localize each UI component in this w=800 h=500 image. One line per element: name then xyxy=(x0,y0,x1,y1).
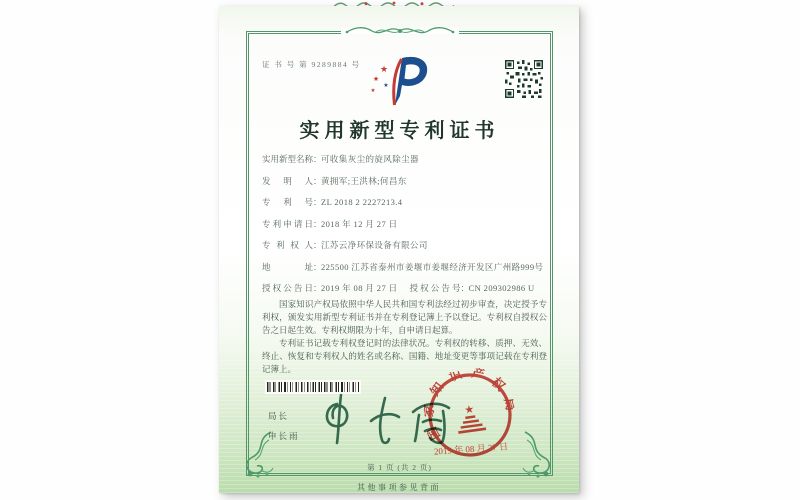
national-emblem xyxy=(455,402,487,434)
field-row-filing-date: 专利申请日：2018 年 12 月 27 日 xyxy=(262,214,552,236)
legal-paragraph-1: 国家知识产权局依照中华人民共和国专利法经过初步审查，决定授予专利权，颁发实用新型专利证书并在专利登记簿上予以登记。专利权自授权公告之日起生效。专利权期限为十年，自申请日起算。 xyxy=(262,299,547,335)
field-value: 2018 年 12 月 27 日 xyxy=(321,218,398,229)
field-value: 黄拥军;王洪林;何昌东 xyxy=(321,175,407,186)
field-value: 225500 江苏省泰州市姜堰市姜堰经济开发区广州路999号 xyxy=(321,261,544,272)
commissioner-block xyxy=(268,406,300,446)
svg-text:★: ★ xyxy=(370,88,376,94)
seal-date: 2019 年 08 月 27 日 xyxy=(433,441,509,457)
page-number: 第 1 页 (共 2 页) xyxy=(367,463,432,472)
field-label: 授权公告日 xyxy=(262,283,313,293)
svg-text:★: ★ xyxy=(379,64,389,74)
cnipa-patent-logo-icon xyxy=(364,54,434,108)
commissioner-role: 局长 xyxy=(268,411,290,421)
field-label: 专利号 xyxy=(262,197,313,207)
svg-text:★: ★ xyxy=(372,75,380,83)
field-label: 实用新型名称 xyxy=(262,154,314,164)
certificate-number: 证 书 号 第 9289884 号 xyxy=(262,60,361,69)
field-label: 专利申请日 xyxy=(262,218,313,229)
svg-text:★: ★ xyxy=(383,83,389,89)
field-label: 地址 xyxy=(262,261,313,272)
field-row-invention-name: 实用新型名称：可收集灰尘的旋风除尘器 xyxy=(262,149,552,171)
field-label: 专利权人 xyxy=(262,240,313,250)
field-label: 授权公告号 xyxy=(409,283,461,293)
seal-ring-text: 国家知识产权局 xyxy=(421,365,518,443)
field-value: 可收集灰尘的旋风除尘器 xyxy=(321,154,419,164)
field-value: 江苏云净环保设备有限公司 xyxy=(321,240,428,250)
field-row-patentee: 专利权人：江苏云净环保设备有限公司 xyxy=(262,235,552,257)
field-row-address: 地址：225500 江苏省泰州市姜堰市姜堰经济开发区广州路999号 xyxy=(262,257,552,279)
certificate-paper xyxy=(219,6,579,493)
svg-text:★: ★ xyxy=(463,403,476,417)
see-back-note: 其他事项参见背面 xyxy=(357,483,441,492)
field-value: ZL 2018 2 2227213.4 xyxy=(321,197,403,207)
field-value: CN 209302986 U xyxy=(468,283,535,293)
legal-paragraph-2: 专利证书记载专利权登记时的法律状况。专利权的转移、质押、无效、终止、恢复和专利权人的姓名或名称、国籍、地址变更等事项记载在专利登记簿上。 xyxy=(262,338,547,374)
certificate-title: 实用新型专利证书 xyxy=(299,120,500,142)
field-row-inventors: 发明人：黄拥军;王洪林;何昌东 xyxy=(262,171,552,193)
field-label: 发明人 xyxy=(262,175,313,186)
field-row-grant: 授权公告日：2019 年 08 月 27 日 授权公告号：CN 209302986 U xyxy=(262,278,552,300)
field-value: 2019 年 08 月 27 日 xyxy=(321,283,398,293)
certificate-fields xyxy=(262,149,552,300)
qr-code-icon xyxy=(505,60,543,98)
border-flourish-ornament xyxy=(335,23,465,39)
field-row-patent-number: 专利号：ZL 2018 2 2227213.4 xyxy=(262,192,552,214)
commissioner-name: 申长雨 xyxy=(268,431,300,441)
